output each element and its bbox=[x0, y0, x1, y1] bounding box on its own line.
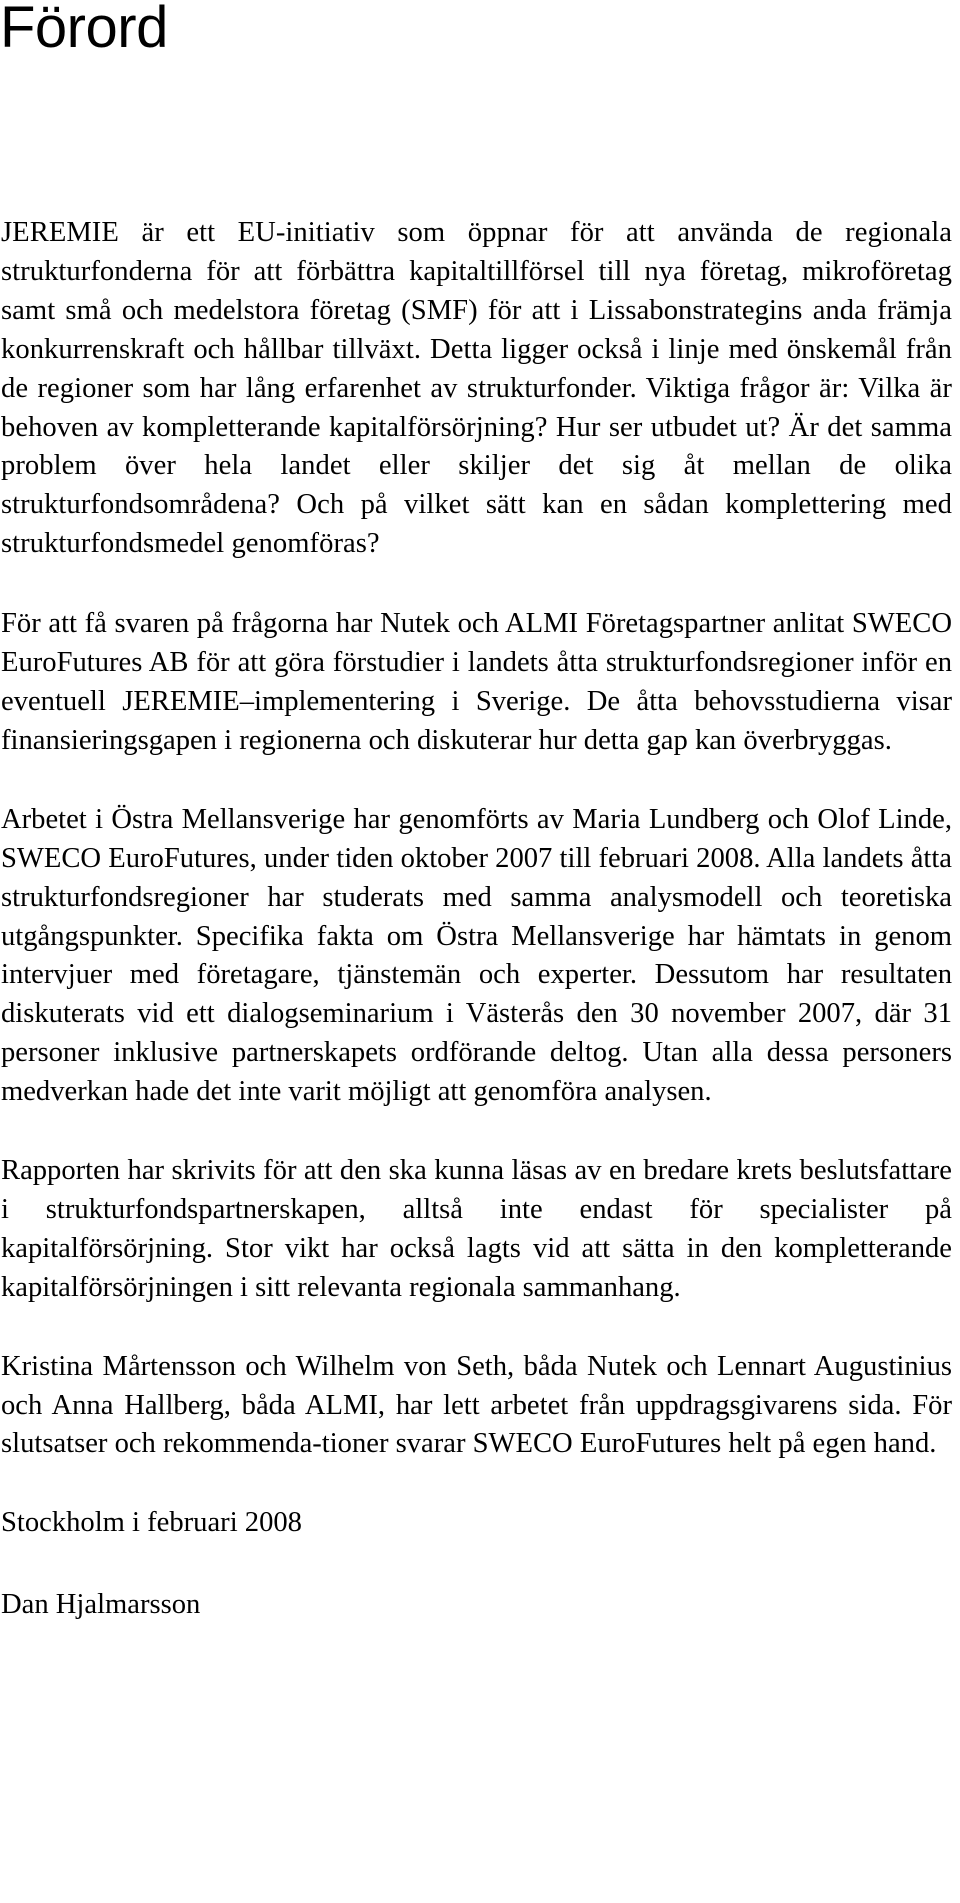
paragraph-commission: För att få svaren på frågorna har Nutek och ALMI Företagspartner anlitat SWECO EuroFutures AB för att göra förstudier i landets åtta strukturfondsregioner inför en eventuell JEREMIE–implementering i Sverige. De åtta behovsstudierna visar finansieringsgapen i regionerna och diskuterar hur detta gap kan överbryggas. bbox=[1, 608, 952, 756]
paragraph-audience: Rapporten har skrivits för att den ska kunna läsas av en bredare krets beslutsfattare i strukturfondspartnerskapen, alltså inte endast för specialister på kapitalförsörjning. Stor vikt har också lagts vid att sätta in den kompletterande kapitalförsörjningen i sitt relevanta regionala sammanhang. bbox=[1, 1155, 952, 1303]
paragraph-method: Arbetet i Östra Mellansverige har genomförts av Maria Lundberg och Olof Linde, SWECO EuroFutures, under tiden oktober 2007 till februari 2008. Alla landets åtta strukturfondsregioner har studerats med samma analysmodell och teoretiska utgångspunkter. Specifika fakta om Östra Mellansverige har hämtats in genom intervjuer med företagare, tjänstemän och experter. Dessutom har resultaten diskuterats vid ett dialogseminarium i Västerås den 30 november 2007, där 31 personer inklusive partnerskapets ordförande deltog. Utan alla dessa personers medverkan hade det inte varit möjligt att genomföra analysen. bbox=[1, 803, 952, 1108]
foreword-body bbox=[1, 214, 952, 1625]
signature-name: Dan Hjalmarsson bbox=[1, 1589, 201, 1621]
paragraph-intro: JEREMIE är ett EU-initiativ som öppnar för att använda de regionala strukturfonderna för att förbättra kapitaltillförsel till nya företag, mikroföretag samt små och medelstora företag (SMF) för att i Lissabonstrategins anda främja konkurrenskraft och hållbar tillväxt. Detta ligger också i linje med önskemål från de regioner som har lång erfarenhet av strukturfonder. Viktiga frågor är: Vilka är behoven av kompletterande kapitalförsörjning? Hur ser utbudet ut? Är det samma problem över hela landet eller skiljer det sig åt mellan de olika strukturfondsområdena? Och på vilket sätt kan en sådan komplettering med strukturfondsmedel genomföras? bbox=[1, 217, 952, 560]
page-title: Förord bbox=[0, 0, 168, 60]
place-date: Stockholm i februari 2008 bbox=[1, 1507, 302, 1539]
paragraph-responsibility: Kristina Mårtensson och Wilhelm von Seth, båda Nutek och Lennart Augustinius och Anna Hallberg, båda ALMI, har lett arbetet från uppdragsgivarens sida. För slutsatser och rekommenda-tioner svarar SWECO EuroFutures helt på egen hand. bbox=[1, 1350, 952, 1460]
